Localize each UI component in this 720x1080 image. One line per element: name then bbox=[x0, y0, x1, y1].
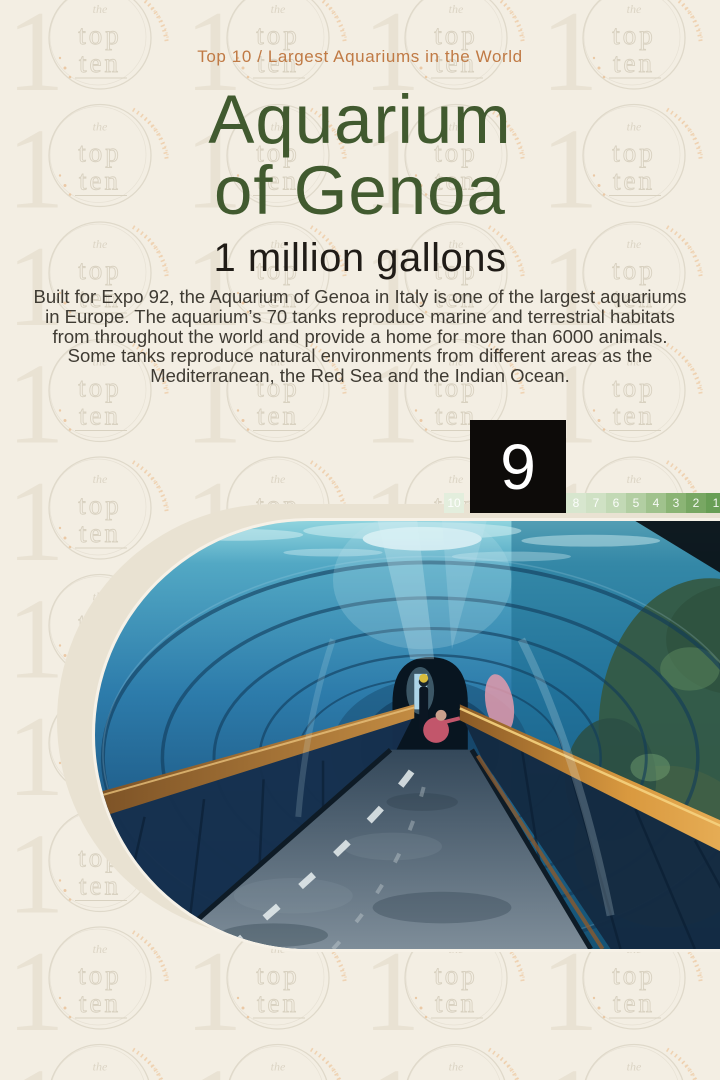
rank-segment-6: 6 bbox=[606, 493, 626, 513]
rank-segment-3: 3 bbox=[666, 493, 686, 513]
rank-segment-4: 4 bbox=[646, 493, 666, 513]
title-line-2: of Genoa bbox=[214, 152, 506, 229]
rank-segment-2: 2 bbox=[686, 493, 706, 513]
rank-segment-1: 1 bbox=[706, 493, 720, 513]
rank-segment-7: 7 bbox=[586, 493, 606, 513]
page-title bbox=[0, 81, 720, 229]
series-kicker: Top 10 / Largest Aquariums in the World bbox=[197, 47, 523, 66]
capacity-stat: 1 million gallons bbox=[213, 236, 507, 280]
rank-badge bbox=[470, 420, 566, 513]
rank-progress-bar bbox=[444, 420, 720, 513]
aquarium-tunnel-photo bbox=[92, 518, 720, 952]
aquarium-tunnel-illustration bbox=[95, 521, 720, 949]
rank-segment-5: 5 bbox=[626, 493, 646, 513]
rank-badge-number: 9 bbox=[500, 430, 536, 503]
description-text: Built for Expo 92, the Aquarium of Genoa in Italy is one of the largest aquariums in Europe. The aquarium’s 70 tanks reproduce marine and terrestrial habitats from throughout the world and provide a home for more than 6000 animals. Some tanks reproduce natural environments from different areas as the Mediterranean, the Red Sea and the Indian Ocean. bbox=[33, 286, 687, 387]
title-line-1: Aquarium bbox=[208, 81, 512, 158]
rank-segment-8: 8 bbox=[566, 493, 586, 513]
rank-segment-10: 10 bbox=[444, 493, 464, 513]
